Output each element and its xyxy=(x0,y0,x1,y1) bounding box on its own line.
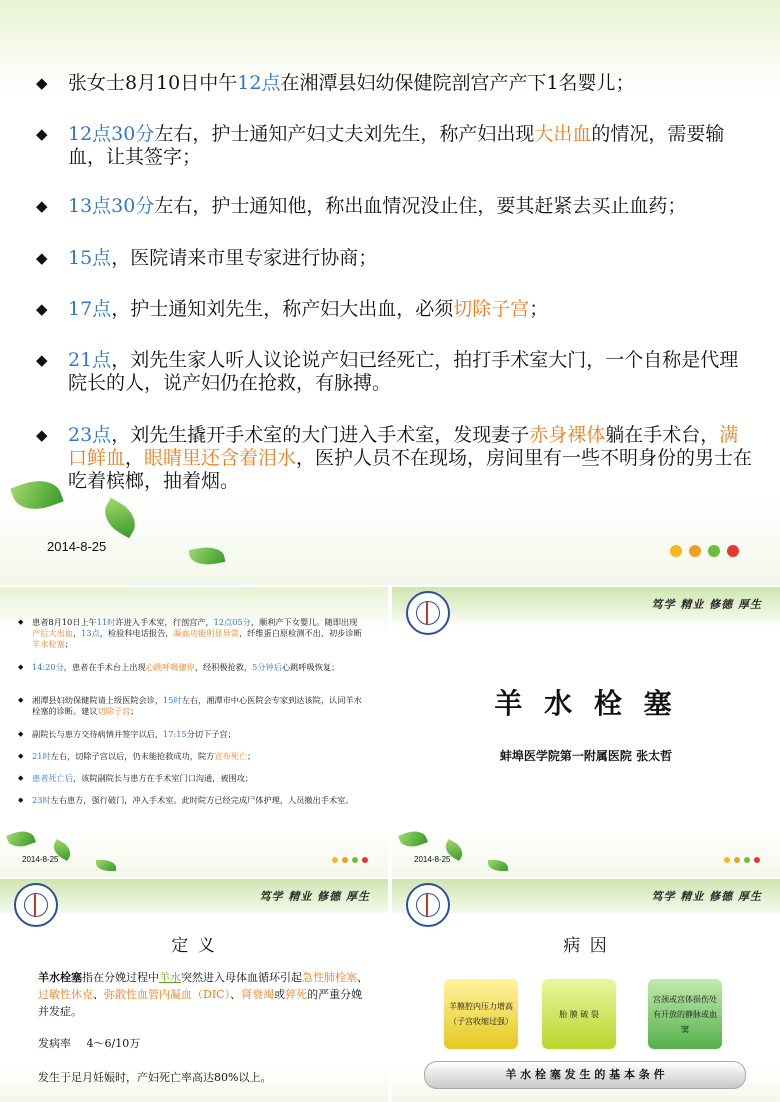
bullet-item xyxy=(18,751,363,762)
base-condition-bar: 羊 水 栓 塞 发 生 的 基 本 条 件 xyxy=(424,1061,746,1089)
dot-icon xyxy=(362,857,368,863)
text-run: 11时 xyxy=(96,617,116,627)
bullet-item xyxy=(18,729,363,740)
subtitle: 蚌埠医学院第一附属医院 张太哲 xyxy=(499,749,673,763)
dot-icon xyxy=(342,857,348,863)
text-run: 心跳呼吸恢复； xyxy=(281,662,340,672)
text-run: 张女士8月10日中午 xyxy=(68,72,238,94)
bullet-item xyxy=(36,195,756,218)
university-logo-icon xyxy=(406,591,450,635)
text-run: 13点30分 xyxy=(68,195,155,217)
bullet-item xyxy=(36,349,756,395)
text-run: ； xyxy=(130,706,139,716)
diamond-bullet-icon: ◆ xyxy=(18,774,24,782)
bullet-text xyxy=(32,795,354,806)
motto: 笃学 精业 修德 厚生 xyxy=(651,598,762,611)
text-run: 17:15 xyxy=(163,729,187,739)
dot-icon xyxy=(744,857,750,863)
text-run: 21点 xyxy=(68,349,112,371)
text-run: 的严重分娩并发症。 xyxy=(38,988,363,1018)
diamond-bullet-icon: ◆ xyxy=(18,752,24,760)
text-run: 左右，护士通知他，称出血情况没止住，要其赶紧去买止血药； xyxy=(154,195,687,217)
bullet-item xyxy=(18,617,363,650)
decorative-dots xyxy=(724,857,760,863)
bullet-item xyxy=(18,695,363,717)
diamond-bullet-icon: ◆ xyxy=(36,300,48,318)
decorative-dots xyxy=(332,857,368,863)
text-run: 急性肺栓塞 xyxy=(302,971,357,984)
diamond-bullet-icon: ◆ xyxy=(36,125,48,143)
text-run: ，经积极抢救， xyxy=(194,662,253,672)
section-heading: 定 义 xyxy=(171,936,217,956)
condition-box: 宫颈或宫体损伤处有开放的静脉或血窦 xyxy=(648,979,722,1049)
text-run: 凝血功能明显异常 xyxy=(173,628,239,638)
text-run: 15点 xyxy=(68,247,112,269)
section-heading: 病 因 xyxy=(563,936,609,956)
slide-date: 2014-8-25 xyxy=(47,539,107,554)
diamond-bullet-icon: ◆ xyxy=(36,74,48,92)
bullet-item xyxy=(36,72,756,95)
text-run: 湘潭县妇幼保健院请上级医院会诊， xyxy=(32,695,164,705)
text-run: ，医院请来市里专家进行协商； xyxy=(111,247,378,269)
text-run: 过敏性休克 xyxy=(38,988,93,1001)
text-run: 猝死 xyxy=(285,988,308,1001)
text-run: 12点05分 xyxy=(213,617,251,627)
text-run: 、 xyxy=(93,988,104,1001)
motto: 笃学 精业 修德 厚生 xyxy=(651,890,762,903)
text-run: 21时 xyxy=(32,751,51,761)
text-run: ，检验科电话报告， xyxy=(99,628,174,638)
incidence-value: 4～6/10万 xyxy=(86,1037,141,1050)
motto: 笃学 精业 修德 厚生 xyxy=(259,890,370,903)
leaf-icon xyxy=(488,860,508,871)
dot-icon xyxy=(352,857,358,863)
text-run: 12点30分 xyxy=(68,123,155,145)
text-run: ，刘先生撬开手术室的大门进入手术室，发现妻子 xyxy=(111,424,530,446)
text-run: 弥散性血管内凝血（DIC） xyxy=(104,988,231,1001)
text-run: 、 xyxy=(357,971,368,984)
bullet-text xyxy=(32,662,339,673)
leaf-icon xyxy=(98,498,142,539)
dot-icon xyxy=(689,545,701,557)
text-run: 或 xyxy=(274,988,286,1001)
text-run: 大出血 xyxy=(534,123,592,145)
university-logo-icon xyxy=(14,883,58,927)
slide-date: 2014-8-25 xyxy=(22,855,59,864)
mortality-note: 发生于足月妊娠时，产妇死亡率高达80%以上。 xyxy=(38,1071,272,1084)
dot-icon xyxy=(670,545,682,557)
text-run: ； xyxy=(529,298,549,320)
text-run: 眼睛里还含着泪水 xyxy=(144,447,297,469)
slide-etiology xyxy=(392,879,780,1102)
bullet-text xyxy=(68,123,756,169)
text-run: 突然进入母体血循环引起 xyxy=(181,971,302,984)
diamond-bullet-icon: ◆ xyxy=(36,249,48,267)
dot-icon xyxy=(724,857,730,863)
text-run: ，顺利产下女婴儿。随即出现 xyxy=(250,617,358,627)
bullet-text xyxy=(68,349,756,395)
bullet-item xyxy=(18,795,363,806)
text-run: 分切下子宫； xyxy=(186,729,236,739)
bullet-text xyxy=(68,298,548,321)
bullet-item xyxy=(36,424,756,493)
text-run: 患者死亡后 xyxy=(32,773,73,783)
slide-date: 2014-8-25 xyxy=(414,855,451,864)
leaf-icon xyxy=(398,827,428,851)
diamond-bullet-icon: ◆ xyxy=(18,796,24,804)
text-run: 羊水栓塞 xyxy=(32,639,65,649)
text-run: 切除子宫 xyxy=(453,298,530,320)
text-run: 指在分娩过程中 xyxy=(82,971,159,984)
bullet-text xyxy=(68,424,756,493)
text-run: ； xyxy=(247,751,256,761)
bullet-text xyxy=(32,773,253,784)
text-run: 23点 xyxy=(68,424,112,446)
leaf-icon xyxy=(189,544,226,568)
diamond-bullet-icon: ◆ xyxy=(18,696,24,704)
diamond-bullet-icon: ◆ xyxy=(18,618,24,626)
text-run: 14:20分 xyxy=(32,662,64,672)
text-run: 左右，湘潭市中心医院会专家到达该院，认同羊水栓塞的诊断。建议 xyxy=(32,695,362,716)
definition-text xyxy=(38,969,373,1020)
text-run: 副院长与患方交待病情并签字以后， xyxy=(32,729,164,739)
text-run: 5分钟后 xyxy=(252,662,282,672)
diamond-bullet-icon: ◆ xyxy=(36,351,48,369)
text-run: 许进入手术室，行剖宫产， xyxy=(115,617,214,627)
text-run: ，患者在手术台上出现 xyxy=(63,662,146,672)
bullet-item xyxy=(36,123,756,169)
diamond-bullet-icon: ◆ xyxy=(36,426,48,444)
dot-icon xyxy=(754,857,760,863)
bullet-text xyxy=(68,72,635,95)
text-run: 患者8月10日上午 xyxy=(32,617,97,627)
bullet-text xyxy=(32,729,236,740)
bullet-text xyxy=(32,695,363,717)
text-run: ， xyxy=(125,447,145,469)
text-run: 满口鲜血 xyxy=(68,424,739,469)
slide-definition xyxy=(0,879,388,1102)
bullet-item xyxy=(36,247,756,270)
condition-box: 羊膜腔内压力增高（子宫收缩过强） xyxy=(444,979,518,1049)
text-run: 心跳呼吸骤停 xyxy=(145,662,195,672)
text-run: 13点 xyxy=(81,628,100,638)
bullet-text xyxy=(68,247,377,270)
text-run: ，该院副院长与患方在手术室门口沟通，被围攻； xyxy=(72,773,254,783)
diamond-bullet-icon: ◆ xyxy=(18,663,24,671)
text-run: 在湘潭县妇幼保健院剖宫产产下1名婴儿； xyxy=(280,72,635,94)
text-run: 肾衰竭 xyxy=(241,988,275,1001)
text-run: 左右患方，强行破门，冲入手术室。此时院方已经完成尸体护理，人员撤出手术室。 xyxy=(50,795,354,805)
text-run: 羊水 xyxy=(159,971,181,984)
text-run: ，医护人员不在现场，房间里有一些不明身份的男士在吃着槟榔，抽着烟。 xyxy=(68,447,753,492)
text-run: 23时 xyxy=(32,795,51,805)
slide-hospital-timeline xyxy=(0,587,388,877)
page-title: 羊 水 栓 塞 xyxy=(494,687,678,720)
university-logo-icon xyxy=(406,883,450,927)
text-run: ； xyxy=(64,639,73,649)
condition-box: 胎 膜 破 裂 xyxy=(542,979,616,1049)
decorative-dots xyxy=(670,545,739,557)
bullet-item xyxy=(18,662,363,673)
text-run: 、 xyxy=(230,988,242,1001)
bullet-text xyxy=(32,751,255,762)
dot-icon xyxy=(332,857,338,863)
leaf-icon xyxy=(96,860,116,871)
leaf-icon xyxy=(6,827,36,851)
dot-icon xyxy=(708,545,720,557)
dot-icon xyxy=(734,857,740,863)
bullet-text xyxy=(32,617,363,650)
incidence-row xyxy=(38,1035,140,1051)
bullet-item xyxy=(36,298,756,321)
bullet-item xyxy=(18,773,363,784)
text-run: ，刘先生家人听人议论说产妇已经死亡，拍打手术室大门，一个自称是代理院长的人，说产妇仍在抢救，有脉搏。 xyxy=(68,349,739,394)
text-run: ，纤维蛋白原检测不出，初步诊断 xyxy=(238,628,362,638)
incidence-label: 发病率 xyxy=(38,1037,71,1050)
text-run: 左右，护士通知产妇丈夫刘先生，称产妇出现 xyxy=(154,123,535,145)
text-run: 17点 xyxy=(68,298,112,320)
diamond-bullet-icon: ◆ xyxy=(36,197,48,215)
text-run: 切除子宫 xyxy=(97,706,131,716)
text-run: 产后大出血 xyxy=(32,628,73,638)
text-run: 12点 xyxy=(237,72,281,94)
text-run: 羊水栓塞 xyxy=(38,971,82,984)
slide-title xyxy=(392,587,780,877)
text-run: ， xyxy=(72,628,82,638)
text-run: 宣布死亡 xyxy=(214,751,248,761)
diamond-bullet-icon: ◆ xyxy=(18,730,24,738)
text-run: 的情况，需要输血，让其签字； xyxy=(68,123,725,168)
text-run: 赤身裸体 xyxy=(529,424,606,446)
dot-icon xyxy=(727,545,739,557)
bullet-text xyxy=(68,195,686,218)
text-run: 躺在手术台， xyxy=(605,424,720,446)
text-run: 15时 xyxy=(163,695,182,705)
text-run: ，护士通知刘先生，称产妇大出血，必须 xyxy=(111,298,454,320)
text-run: 左右，切除子宫以后，仍未能抢救成功，院方 xyxy=(50,751,215,761)
